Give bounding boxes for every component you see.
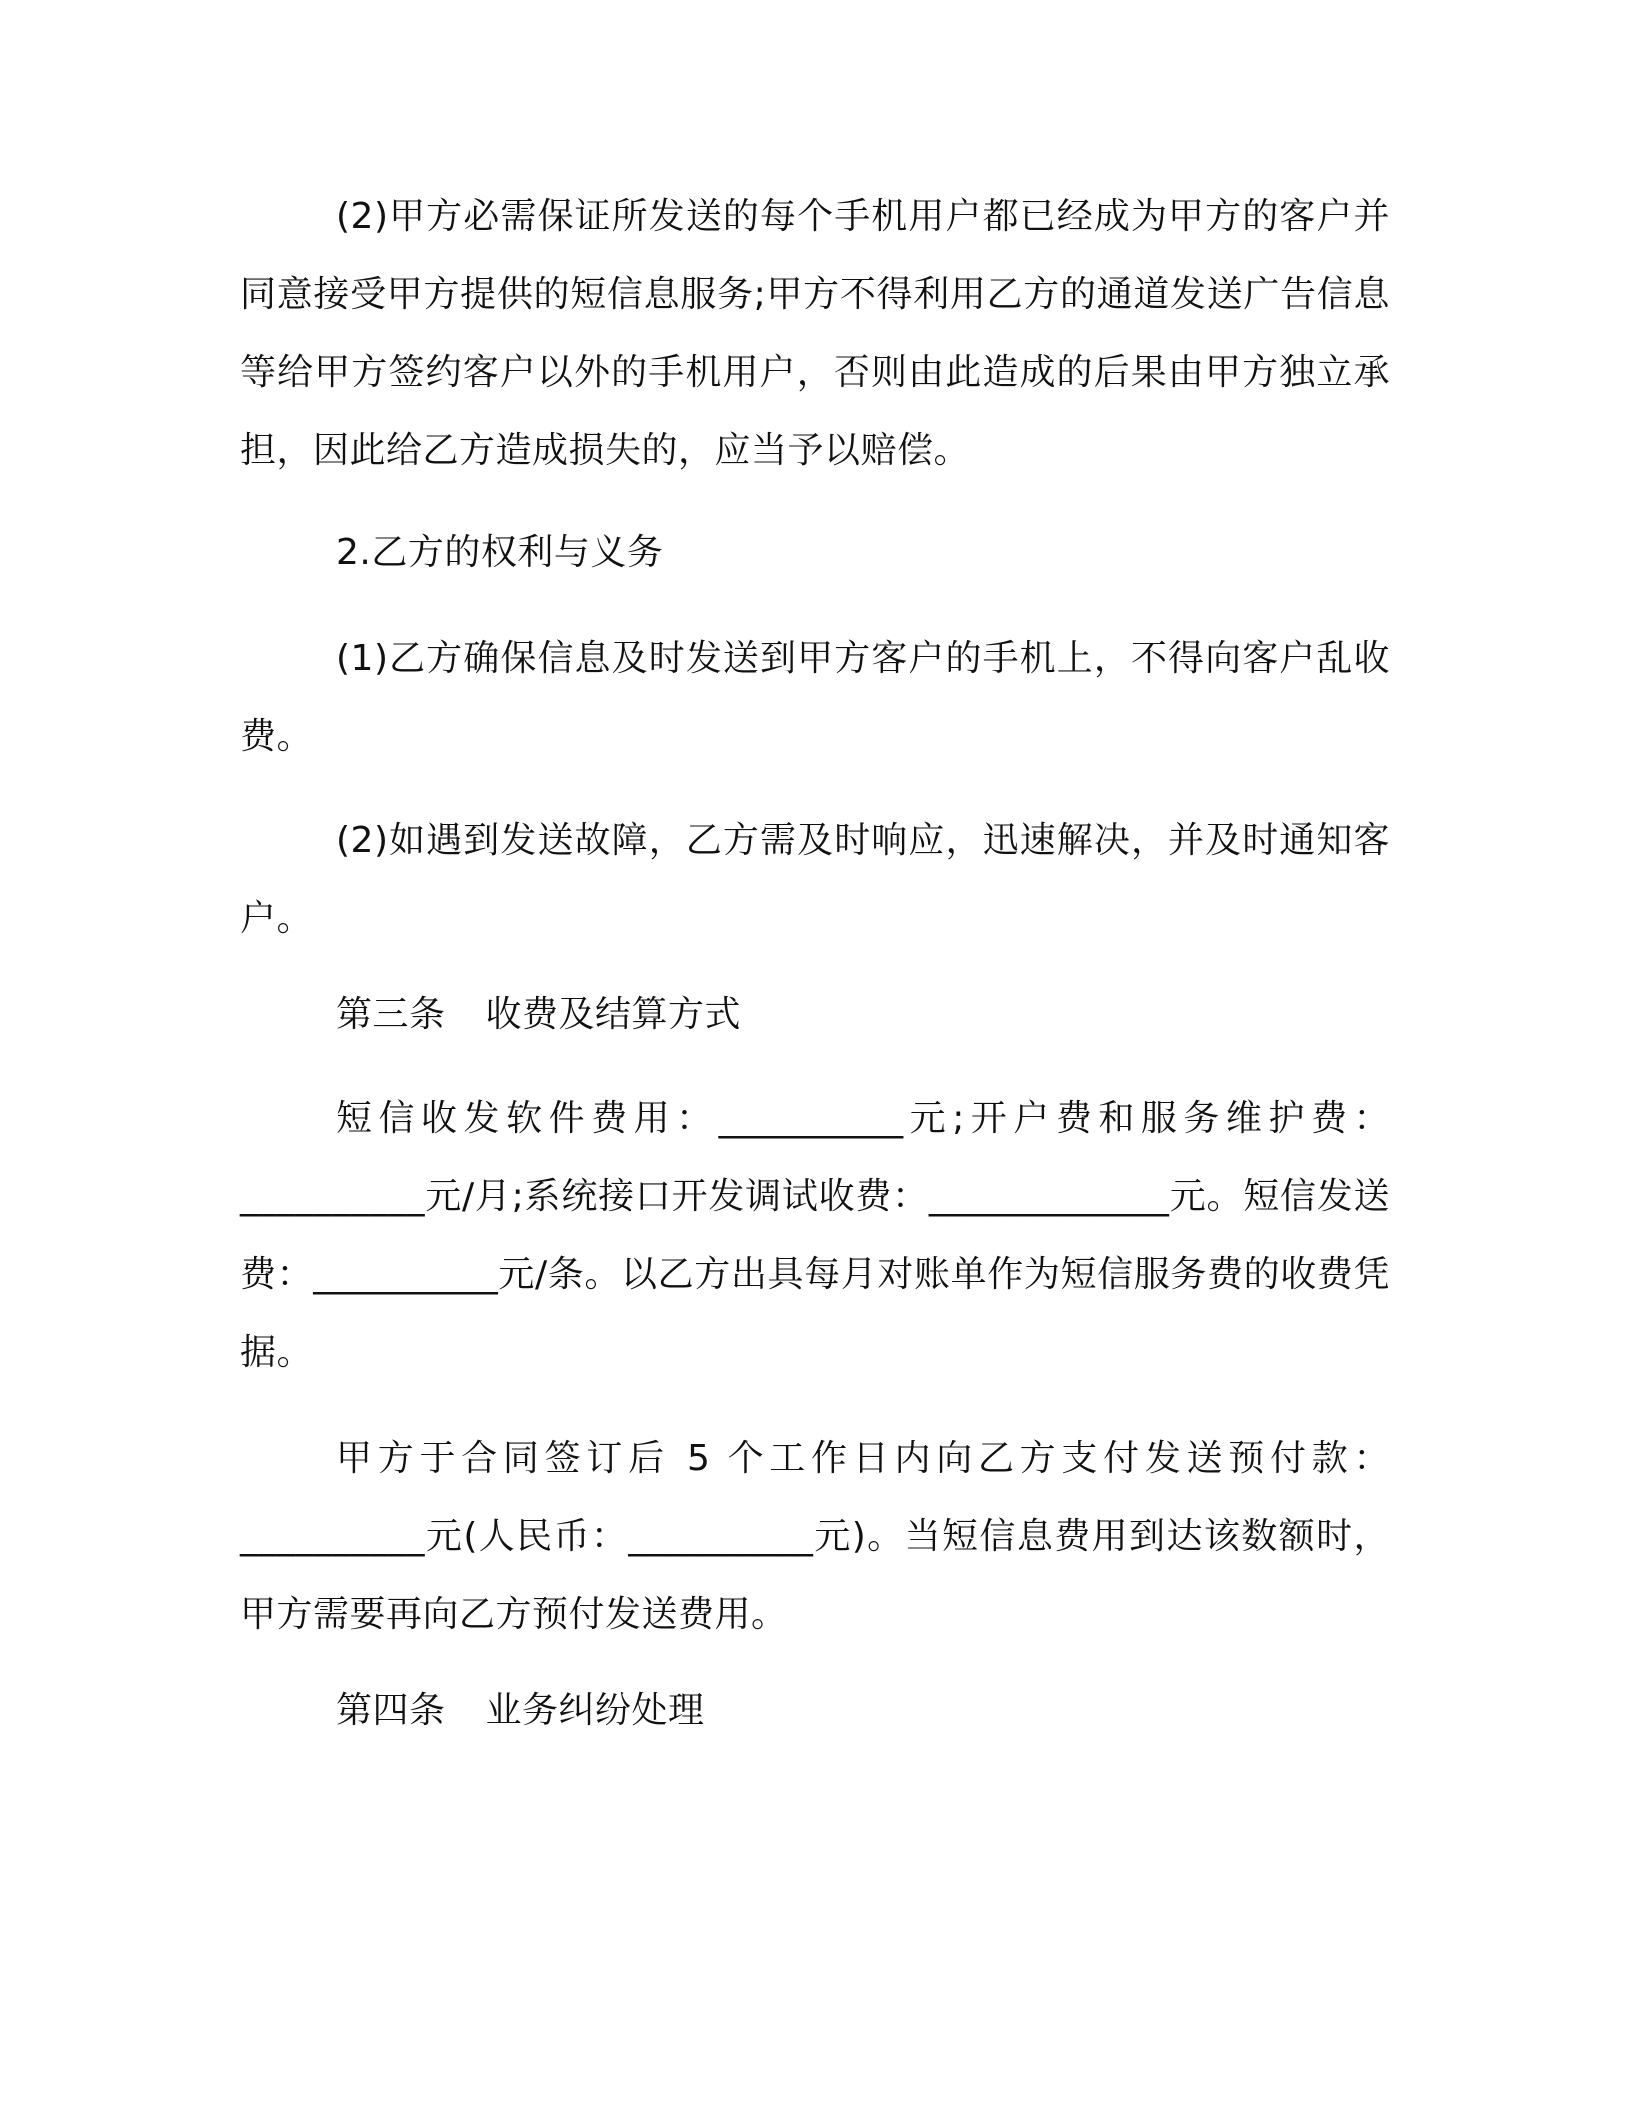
- article-heading-4: [336, 1672, 705, 1750]
- clause-party-b-obligation-2: (2)如遇到发送故障，乙方需及时响应，迅速解决，并及时通知客户。: [240, 820, 1390, 939]
- section-heading-party-b-rights: 2.乙方的权利与义务: [336, 532, 664, 573]
- clause-prepayment: 甲方于合同签订后 5 个工作日内向乙方支付发送预付款：__________元(人民币：__________元)。当短信息费用到达该数额时，甲方需要再向乙方预付发送费用。: [240, 1438, 1390, 1635]
- article-number: 第四条: [336, 1690, 446, 1731]
- article-number: 第三条: [336, 994, 446, 1035]
- clause-fees: 短信收发软件费用：__________元;开户费和服务维护费：__________元/月;系统接口开发调试收费：_____________元。短信发送费：__________元/条。以乙方出具每月对账单作为短信服务费的收费凭据。: [240, 1098, 1390, 1373]
- article-heading-3: [336, 976, 741, 1054]
- article-title: 业务纠纷处理: [485, 1690, 705, 1731]
- clause-party-a-obligation-2: (2)甲方必需保证所发送的每个手机用户都已经成为甲方的客户并同意接受甲方提供的短信息服务;甲方不得利用乙方的通道发送广告信息等给甲方签约客户以外的手机用户，否则由此造成的后果由甲方独立承担，因此给乙方造成损失的，应当予以赔偿。: [240, 196, 1390, 471]
- article-title: 收费及结算方式: [485, 994, 742, 1035]
- clause-party-b-obligation-1: (1)乙方确保信息及时发送到甲方客户的手机上，不得向客户乱收费。: [240, 638, 1390, 757]
